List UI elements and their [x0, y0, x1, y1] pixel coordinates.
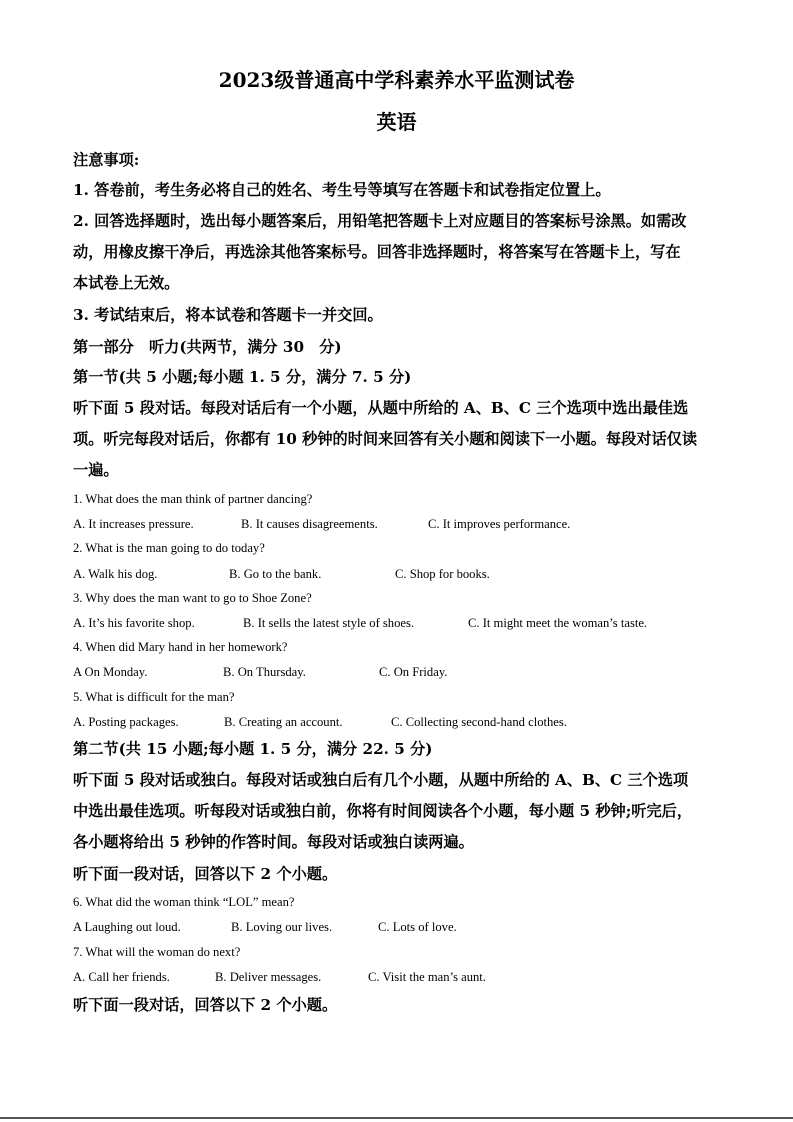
notes-heading: 注意事项:: [73, 151, 140, 169]
question-5: 5. What is difficult for the man?: [73, 690, 235, 704]
question-1-option-b: B. It causes disagreements.: [241, 517, 378, 531]
question-1: 1. What does the man think of partner dancing?: [73, 492, 313, 506]
question-1-option-c: C. It improves performance.: [428, 517, 571, 531]
question-2-option-b: B. Go to the bank.: [229, 567, 322, 581]
question-7-option-b: B. Deliver messages.: [215, 970, 322, 984]
question-3-option-a: A. It’s his favorite shop.: [73, 616, 195, 630]
question-6-option-b: B. Loving our lives.: [231, 920, 333, 934]
section2-heading: 第二节(共 15 小题;每小题 1. 5 分，满分 22. 5 分): [73, 740, 433, 758]
exam-title: 2023级普通高中学科素养水平监测试卷: [218, 68, 575, 92]
dialog-intro-1: 听下面一段对话，回答以下 2 个小题。: [73, 865, 338, 883]
question-4-option-b: B. On Thursday.: [223, 665, 306, 679]
section2-instruction-line-1: 听下面 5 段对话或独白。每段对话或独白后有几个小题，从题中所给的 A、B、C 三个选项: [73, 771, 689, 789]
question-3-option-b: B. It sells the latest style of shoes.: [243, 616, 415, 630]
subject-title: 英语: [376, 110, 417, 134]
question-5-option-b: B. Creating an account.: [224, 715, 343, 729]
question-2-option-a: A. Walk his dog.: [73, 567, 158, 581]
note-item-2-line-2: 动，用橡皮擦干净后，再选涂其他答案标号。回答非选择题时，将答案写在答题卡上，写在: [73, 243, 681, 261]
question-4-option-c: C. On Friday.: [379, 665, 448, 679]
section1-instruction-line-2: 项。听完每段对话后，你都有 10 秒钟的时间来回答有关小题和阅读下一小题。每段对话仅读: [73, 430, 698, 448]
note-item-1: 1. 答卷前，考生务必将自己的姓名、考生号等填写在答题卡和试卷指定位置上。: [73, 181, 611, 199]
section1-instruction-line-3: 一遍。: [73, 461, 119, 479]
question-7-option-a: A. Call her friends.: [73, 970, 170, 984]
question-3: 3. Why does the man want to go to Shoe Zone?: [73, 591, 312, 605]
question-4: 4. When did Mary hand in her homework?: [73, 640, 288, 654]
note-item-3: 3. 考试结束后，将本试卷和答题卡一并交回。: [73, 306, 383, 324]
section1-heading: 第一节(共 5 小题;每小题 1. 5 分，满分 7. 5 分): [73, 368, 412, 386]
question-6-option-c: C. Lots of love.: [378, 920, 457, 934]
dialog-intro-2: 听下面一段对话，回答以下 2 个小题。: [73, 996, 338, 1014]
page-bottom-rule: [0, 1117, 793, 1119]
question-7-option-c: C. Visit the man’s aunt.: [368, 970, 486, 984]
question-2-option-c: C. Shop for books.: [395, 567, 490, 581]
question-3-option-c: C. It might meet the woman’s taste.: [468, 616, 648, 630]
note-item-2-line-1: 2. 回答选择题时，选出每小题答案后，用铅笔把答题卡上对应题目的答案标号涂黑。如需改: [73, 212, 687, 230]
section2-instruction-line-3: 各小题将给出 5 秒钟的作答时间。每段对话或独白读两遍。: [73, 833, 474, 851]
question-5-option-a: A. Posting packages.: [73, 715, 179, 729]
question-6-option-a: A Laughing out loud.: [73, 920, 181, 934]
note-item-2-line-3: 本试卷上无效。: [73, 274, 180, 292]
question-7: 7. What will the woman do next?: [73, 945, 241, 959]
question-5-option-c: C. Collecting second-hand clothes.: [391, 715, 567, 729]
section2-instruction-line-2: 中选出最佳选项。听每段对话或独白前，你将有时间阅读各个小题，每小题 5 秒钟;听完后，: [73, 802, 693, 820]
question-6: 6. What did the woman think “LOL” mean?: [73, 895, 295, 909]
part1-heading: 第一部分 听力(共两节，满分 30 分): [73, 338, 342, 356]
question-1-option-a: A. It increases pressure.: [73, 517, 194, 531]
section1-instruction-line-1: 听下面 5 段对话。每段对话后有一个小题，从题中所给的 A、B、C 三个选项中选出最佳选: [73, 399, 689, 417]
question-4-option-a: A On Monday.: [73, 665, 148, 679]
question-2: 2. What is the man going to do today?: [73, 541, 265, 555]
